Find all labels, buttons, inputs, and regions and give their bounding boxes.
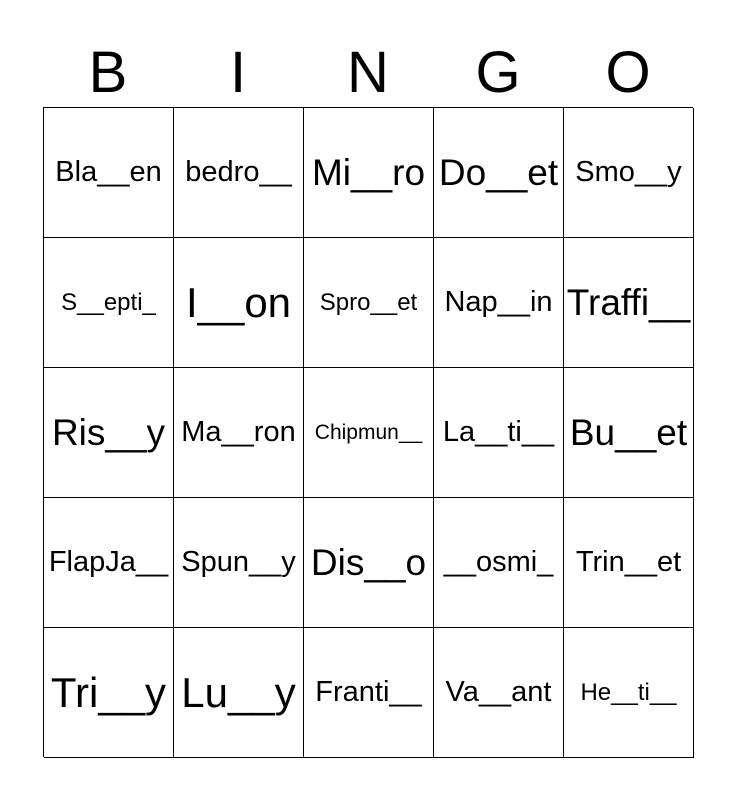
bingo-cell[interactable]: He__ti__ (564, 628, 694, 758)
bingo-grid (43, 107, 693, 757)
bingo-cell[interactable]: Lu__y (174, 628, 304, 758)
bingo-cell[interactable]: FlapJa__ (44, 498, 174, 628)
bingo-cell[interactable]: Do__et (434, 108, 564, 238)
bingo-cell[interactable]: __osmi_ (434, 498, 564, 628)
bingo-cell[interactable]: Nap__in (434, 238, 564, 368)
bingo-cell[interactable]: Smo__y (564, 108, 694, 238)
bingo-cell[interactable]: Franti__ (304, 628, 434, 758)
bingo-cell[interactable]: I__on (174, 238, 304, 368)
header-letter-o: O (605, 40, 651, 105)
bingo-cell[interactable]: Tri__y (44, 628, 174, 758)
bingo-cell[interactable]: Trin__et (564, 498, 694, 628)
bingo-cell[interactable]: Ris__y (44, 368, 174, 498)
bingo-cell[interactable]: Spro__et (304, 238, 434, 368)
bingo-cell[interactable]: bedro__ (174, 108, 304, 238)
bingo-cell[interactable]: Traffi__ (564, 238, 694, 368)
bingo-cell[interactable]: Ma__ron (174, 368, 304, 498)
bingo-cell[interactable]: Chipmun__ (304, 368, 434, 498)
bingo-cell[interactable]: Dis__o (304, 498, 434, 628)
header-letter-n: N (347, 40, 389, 105)
bingo-header (43, 38, 693, 108)
bingo-cell[interactable]: La__ti__ (434, 368, 564, 498)
header-letter-i: I (229, 40, 247, 105)
bingo-cell[interactable]: Va__ant (434, 628, 564, 758)
header-letter-g: G (475, 40, 521, 105)
bingo-cell[interactable]: S__epti_ (44, 238, 174, 368)
header-letter-b: B (88, 40, 128, 105)
bingo-cell[interactable]: Bla__en (44, 108, 174, 238)
bingo-cell[interactable]: Mi__ro (304, 108, 434, 238)
bingo-cell[interactable]: Bu__et (564, 368, 694, 498)
bingo-cell[interactable]: Spun__y (174, 498, 304, 628)
